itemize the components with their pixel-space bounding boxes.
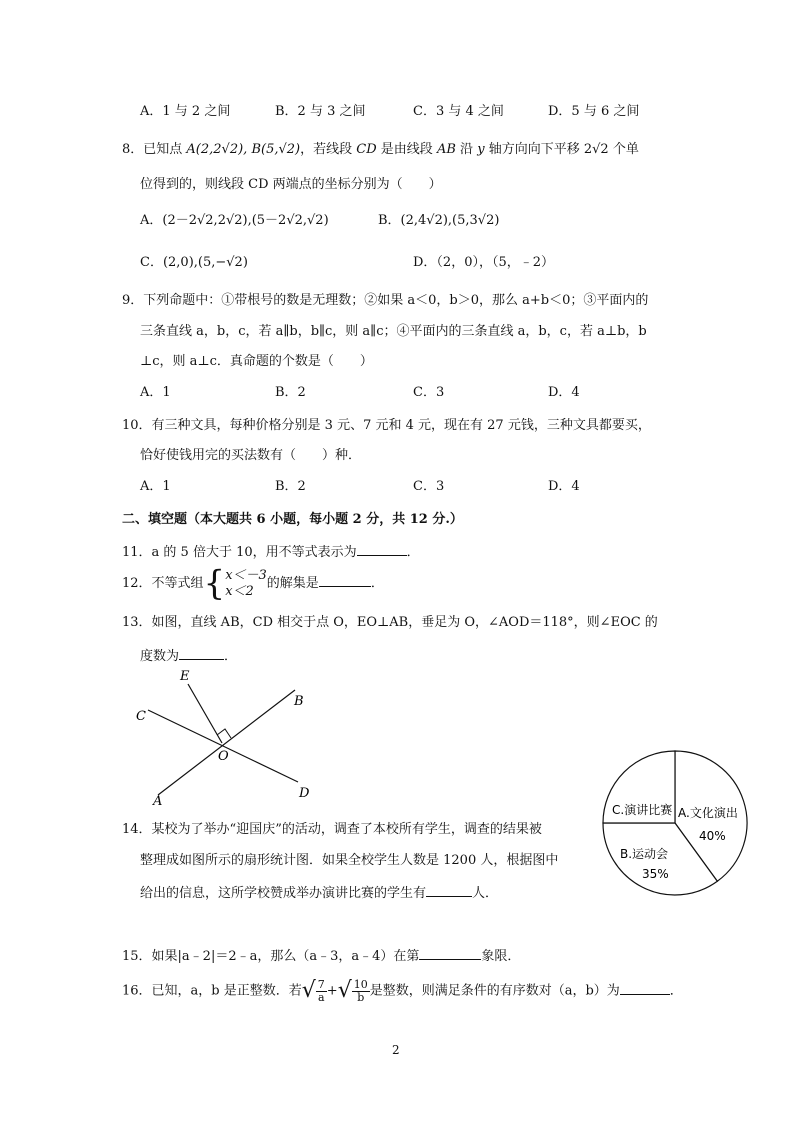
- line-cd: [148, 710, 298, 782]
- q14-pie-chart: [600, 748, 750, 898]
- q16: 16．已知，a，b 是正整数．若√ $\frac{7}{a}$ +√ $\frac{10}{b}$ 是整数，则满足条件的有序数对（a，b）为 ．: [122, 977, 683, 1004]
- q7-option-d: D．5 与 6 之间: [548, 104, 640, 119]
- pie-pct-b: 35%: [642, 867, 669, 881]
- q10-line2: 恰好使钱用完的买法数有（ ）种．: [140, 448, 362, 463]
- pie-label-c: C.演讲比赛: [612, 803, 673, 817]
- q14-line3: 给出的信息，这所学校赞成举办演讲比赛的学生有 人．: [140, 882, 498, 904]
- label-c: C: [136, 709, 146, 724]
- q14-answer-blank[interactable]: [426, 882, 472, 897]
- q9-option-a: A．1: [140, 385, 171, 400]
- q12: 12．不等式组{x＜－3 x＜2 的解集是 ．: [122, 563, 384, 604]
- q11: 11．a 的 5 倍大于 10，用不等式表示为 ．: [122, 541, 420, 563]
- q9-line3: ⊥c，则 a⊥c．真命题的个数是（ ）: [140, 354, 373, 369]
- q10-line1: 10．有三种文具，每种价格分别是 3 元、7 元和 4 元，现在有 27 元钱，三种文具都要买，: [122, 418, 651, 433]
- q14-line1: 14．某校为了举办“迎国庆”的活动，调查了本校所有学生，调查的结果被: [122, 822, 542, 837]
- pie-pct-a: 40%: [699, 829, 726, 843]
- q8-line1: 8．已知点 A(2,2√2), B(5,√2)，若线段 CD 是由线段 AB 沿 y 轴方向向下平移 2√2 个单: [122, 142, 639, 157]
- q8-option-a: A．(2－2√2,2√2),(5－2√2,√2): [140, 213, 329, 228]
- label-b: B: [294, 694, 304, 709]
- pie-label-b: B.运动会: [620, 847, 669, 861]
- q9-line2: 三条直线 a，b，c，若 a∥b，b∥c，则 a∥c；④平面内的三条直线 a，b，c，若 a⊥b，b: [140, 324, 647, 339]
- q8-option-d: D．（2，0），（5，﹣2）: [413, 255, 555, 270]
- q15-answer-blank[interactable]: [419, 945, 481, 960]
- q9-option-c: C．3: [413, 385, 445, 400]
- q13-line2: 度数为 ．: [140, 645, 237, 667]
- q7-option-c: C．3 与 4 之间: [413, 104, 504, 119]
- q10-option-d: D．4: [548, 479, 580, 494]
- q10-option-c: C．3: [413, 479, 445, 494]
- q13-line1: 13．如图，直线 AB，CD 相交于点 O，EO⊥AB，垂足为 O，∠AOD＝118°，则∠EOC 的: [122, 615, 658, 630]
- q8-option-b: B．(2,4√2),(5,3√2): [378, 213, 500, 228]
- label-d: D: [299, 786, 310, 801]
- q8-option-c: C．(2,0),(5,−√2): [140, 255, 248, 270]
- q10-option-a: A．1: [140, 479, 171, 494]
- label-e: E: [180, 669, 190, 684]
- label-a: A: [153, 794, 163, 809]
- q15: 15．如果|a﹣2|＝2﹣a，那么（a﹣3，a﹣4）在第 象限．: [122, 945, 520, 967]
- q16-answer-blank[interactable]: [620, 980, 670, 995]
- line-ab: [158, 690, 295, 795]
- page-number: 2: [392, 1043, 400, 1057]
- label-o: O: [218, 749, 229, 764]
- right-angle-mark: [217, 729, 231, 738]
- q10-option-b: B．2: [275, 479, 306, 494]
- q9-option-d: D．4: [548, 385, 580, 400]
- q8-line2: 位得到的，则线段 CD 两端点的坐标分别为（ ）: [140, 177, 442, 192]
- q9-option-b: B．2: [275, 385, 306, 400]
- pie-label-a: A.文化演出: [678, 806, 738, 820]
- q14-line2: 整理成如图所示的扇形统计图．如果全校学生人数是 1200 人，根据图中: [140, 853, 559, 868]
- q7-option-b: B．2 与 3 之间: [275, 104, 366, 119]
- q9-line1: 9．下列命题中：①带根号的数是无理数；②如果 a＜0，b＞0，那么 a+b＜0；③平面内的: [122, 293, 649, 308]
- q7-option-a: A．1 与 2 之间: [140, 104, 231, 119]
- ray-eo: [188, 684, 222, 743]
- section-2-heading: 二、填空题（本大题共 6 小题，每小题 2 分，共 12 分.）: [122, 512, 463, 527]
